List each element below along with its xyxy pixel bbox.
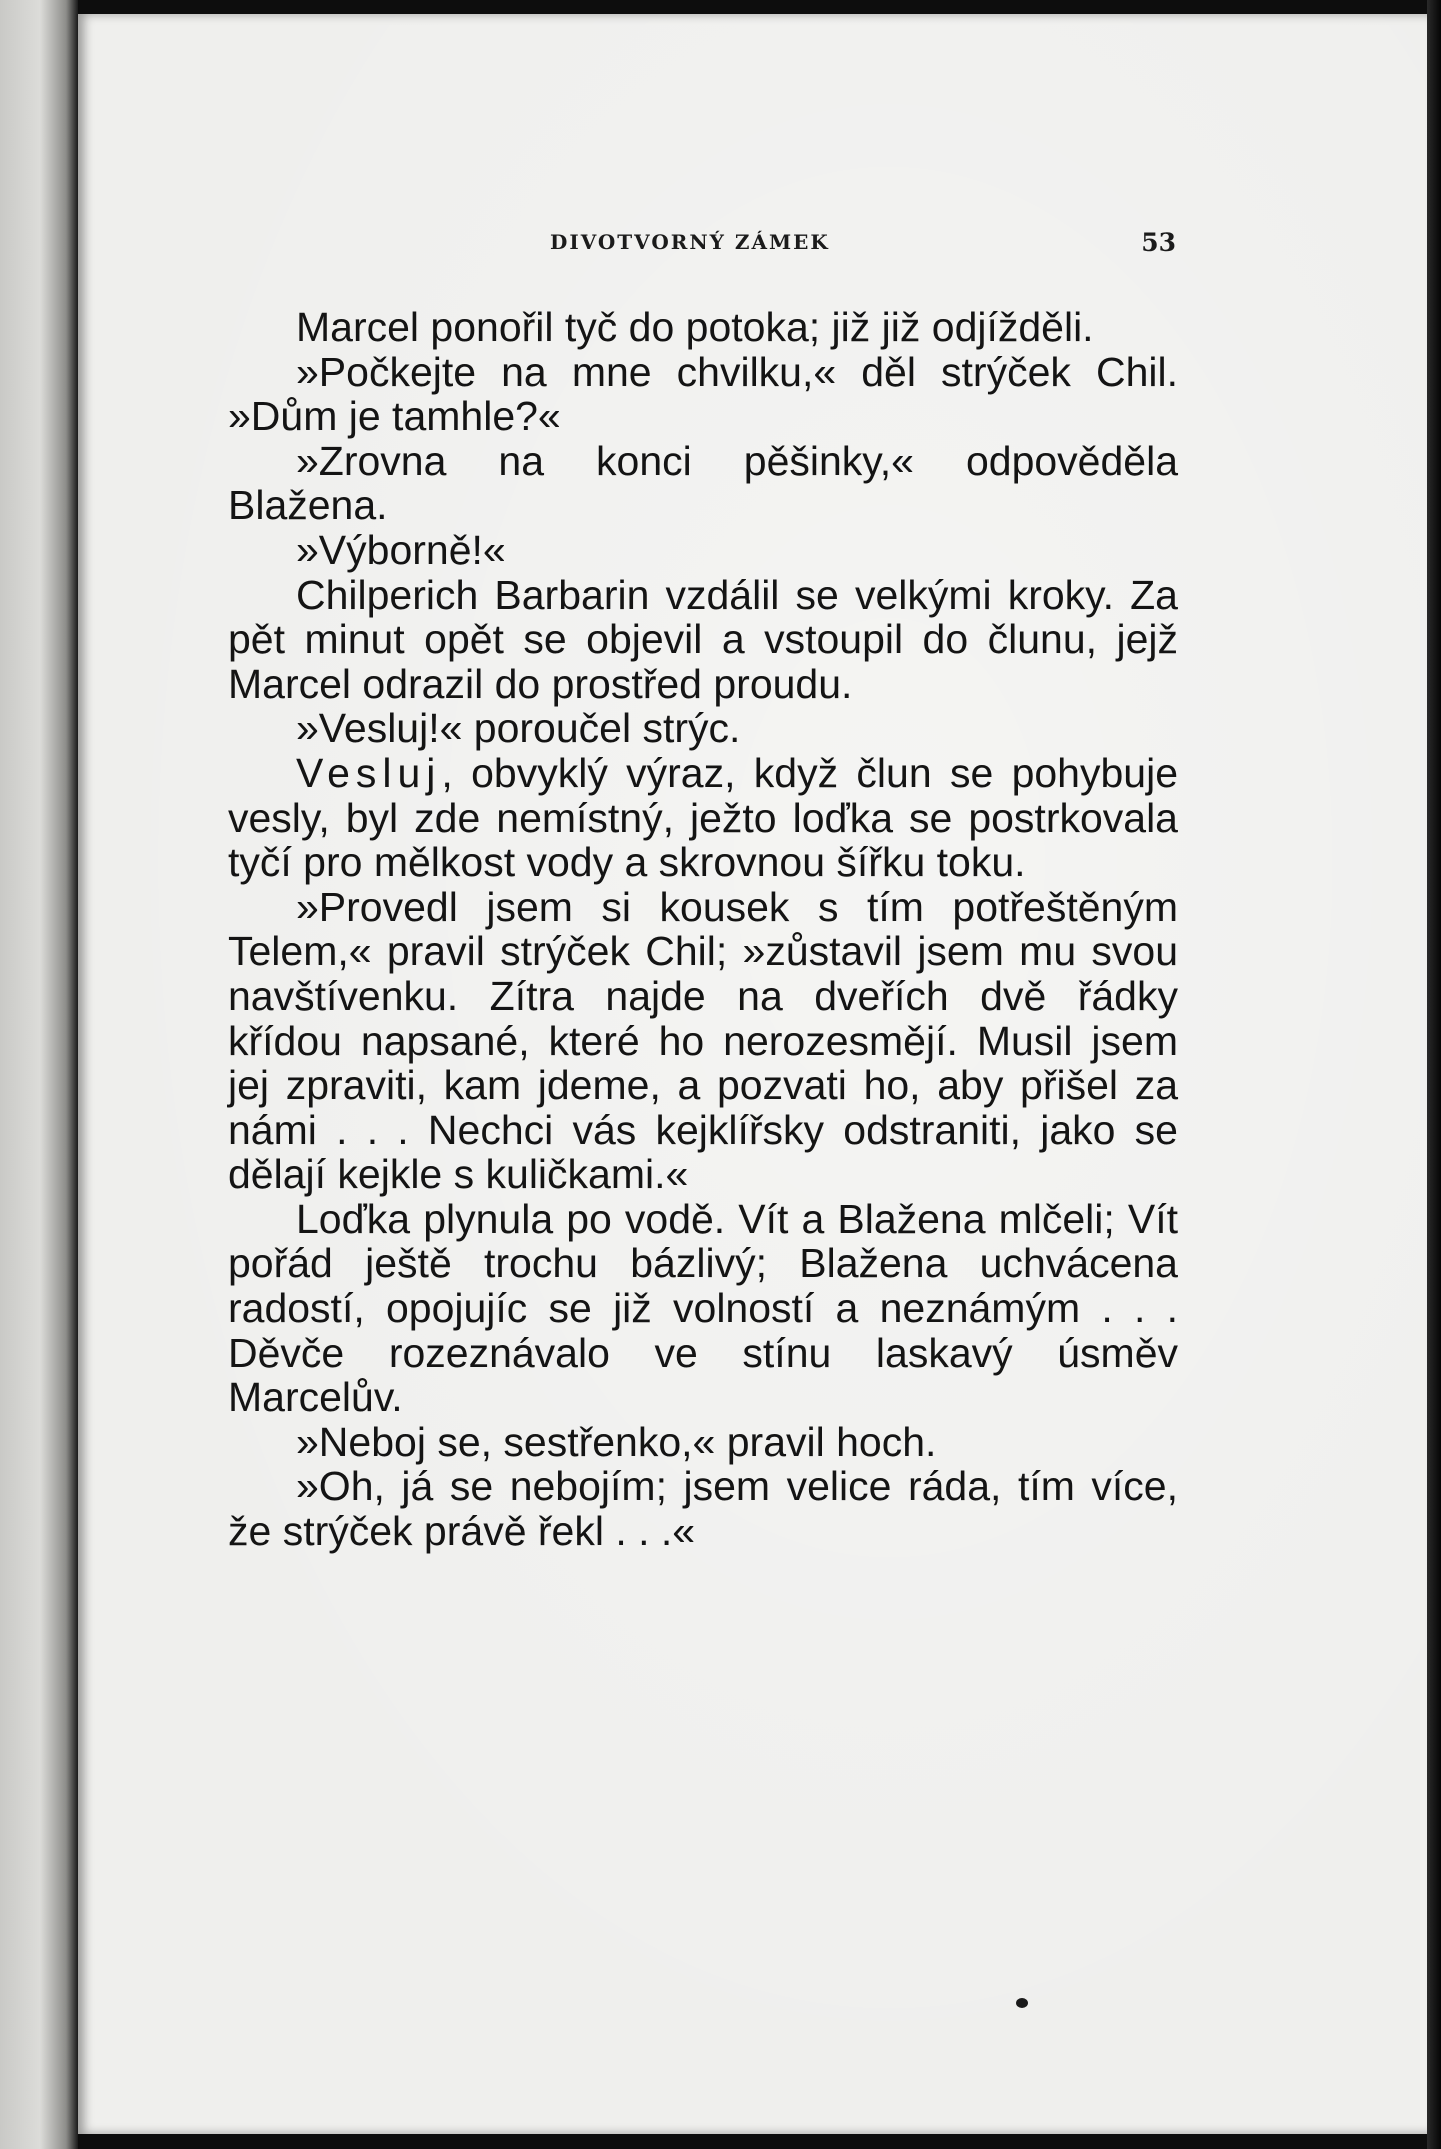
book-right-edge — [1427, 0, 1441, 2149]
paragraph-text: , obvyklý výraz, když člun se pohybuje vesly, byl zde nemístný, ježto loďka se postrkovala tyčí pro mělkost vody a skrovnou šířku toku. — [228, 749, 1178, 886]
paragraph-text: »Zrovna na konci pěšinky,« odpověděla Blažena. — [228, 437, 1178, 529]
paragraph — [228, 885, 1178, 1197]
paragraph — [228, 350, 1178, 439]
paragraph-text: »Počkejte na mne chvilku,« děl strýček Chil. »Dům je tamhle?« — [228, 348, 1178, 440]
paragraph-text: »Oh, já se nebojím; jsem velice ráda, tím více, že strýček právě řekl . . .« — [228, 1463, 1178, 1555]
paragraph-text: »Vesluj!« poroučel strýc. — [296, 705, 741, 752]
paragraph — [228, 439, 1178, 528]
paragraph-text: Chilperich Barbarin vzdálil se velkými kroky. Za pět minut opět se objevil a vstoupil do člunu, jejž Marcel odrazil do prostřed proudu. — [228, 571, 1178, 707]
paragraph — [228, 528, 1178, 573]
paragraph — [228, 305, 1178, 350]
book-spine-edge — [0, 0, 78, 2149]
ink-blot — [1016, 1998, 1028, 2008]
spaced-emphasis: Vesluj — [296, 749, 442, 796]
paragraph-text: »Provedl jsem si kousek s tím potřeštěným Telem,« pravil strýček Chil; »zůstavil jsem mu svou navštívenku. Zítra najde na dveřích dvě řádky křídou napsané, které ho nerozesmějí. Musil jsem jej zpraviti, kam jdeme, a pozvati ho, aby přišel za námi . . . Nechci vás kejklířsky odstraniti, jako se dělají kejkle s kuličkami.« — [228, 883, 1178, 1198]
body-text — [228, 305, 1178, 1554]
paragraph-text: »Neboj se, sestřenko,« pravil hoch. — [296, 1418, 937, 1465]
paragraph-text: Loďka plynula po vodě. Vít a Blažena mlčeli; Vít pořád ještě trochu bázlivý; Blažena uchvácena radostí, opojujíc se již volností a neznámým . . . Děvče rozeznávalo ve stínu laskavý úsměv Marcelův. — [228, 1195, 1178, 1421]
paragraph — [228, 1420, 1178, 1465]
paragraph — [228, 1197, 1178, 1420]
paragraph — [228, 1464, 1178, 1553]
paragraph-text: »Výborně!« — [296, 526, 506, 573]
paragraph — [228, 751, 1178, 885]
paragraph — [228, 573, 1178, 707]
running-head — [230, 230, 1176, 260]
paragraph — [228, 706, 1178, 751]
running-title: DIVOTVORNÝ ZÁMEK — [550, 230, 830, 254]
paragraph-text: Marcel ponořil tyč do potoka; již již odjížděli. — [296, 304, 1094, 350]
page-number: 53 — [1141, 228, 1176, 257]
